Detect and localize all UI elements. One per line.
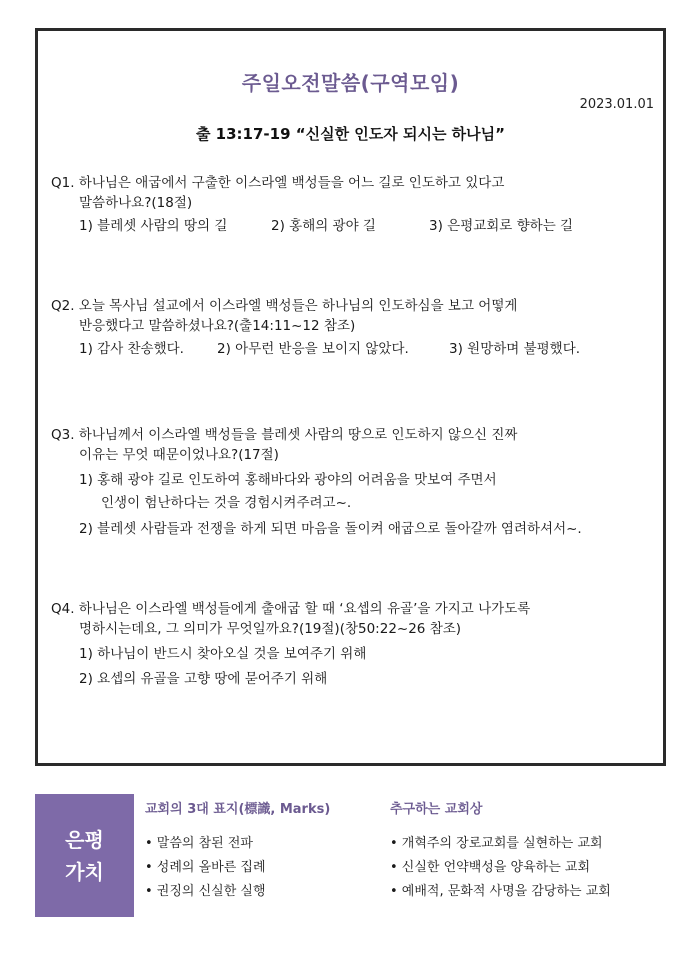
option: 1) 하나님이 반드시 찾아오실 것을 보여주기 위해 bbox=[79, 646, 367, 662]
question-4 bbox=[51, 599, 653, 689]
question-2 bbox=[51, 296, 653, 359]
date-label: 2023.01.01 bbox=[579, 97, 654, 112]
question-3 bbox=[51, 425, 653, 539]
marks-item: • 말씀의 참된 전파 bbox=[145, 836, 253, 851]
marks-heading: 교회의 3대 표지(標識, Marks) bbox=[145, 802, 331, 817]
question-text: 명하시는데요, 그 의미가 무엇일까요?(19절)(창50:22~26 참조) bbox=[79, 621, 462, 637]
option: 3) 은평교회로 향하는 길 bbox=[429, 218, 574, 234]
badge-line: 은평 bbox=[65, 827, 104, 852]
pursuit-item: • 개혁주의 장로교회를 실현하는 교회 bbox=[390, 836, 603, 851]
pursuit-column bbox=[390, 798, 611, 904]
option: 3) 원망하며 불평했다. bbox=[449, 341, 581, 357]
pursuit-item: • 예배적, 문화적 사명을 감당하는 교회 bbox=[390, 884, 611, 899]
marks-column bbox=[145, 798, 330, 904]
question-text: 반응했다고 말씀하셨나요?(출14:11~12 참조) bbox=[79, 318, 356, 334]
sermon-subtitle: 출 13:17-19 “신실한 인도자 되시는 하나님” bbox=[195, 125, 506, 143]
option: 1) 감사 찬송했다. bbox=[79, 341, 184, 357]
church-value-badge bbox=[35, 794, 134, 917]
option-continuation: 인생이 험난하다는 것을 경험시켜주려고~. bbox=[101, 495, 352, 511]
question-text: Q3. 하나님께서 이스라엘 백성들을 블레셋 사람의 땅으로 인도하지 않으신 진짜 bbox=[51, 427, 518, 443]
option: 1) 홍해 광야 길로 인도하여 홍해바다와 광야의 어려움을 맛보여 주면서 bbox=[79, 472, 497, 488]
option-row bbox=[51, 216, 653, 236]
marks-item: • 권징의 신실한 실행 bbox=[145, 884, 266, 899]
worksheet-frame bbox=[35, 28, 666, 766]
question-text: 이유는 무엇 때문이었나요?(17절) bbox=[79, 447, 279, 463]
badge-line: 가치 bbox=[65, 859, 104, 884]
marks-item: • 성례의 올바른 집례 bbox=[145, 860, 266, 875]
option: 2) 아무런 반응을 보이지 않았다. bbox=[217, 341, 409, 357]
question-1 bbox=[51, 173, 653, 236]
option: 1) 블레셋 사람의 땅의 길 bbox=[79, 218, 228, 234]
pursuit-item: • 신실한 언약백성을 양육하는 교회 bbox=[390, 860, 591, 875]
question-text: 말씀하나요?(18절) bbox=[79, 195, 193, 211]
question-text: Q2. 오늘 목사님 설교에서 이스라엘 백성들은 하나님의 인도하심을 보고 어떻게 bbox=[51, 298, 518, 314]
page-title: 주일오전말씀(구역모임) bbox=[241, 71, 460, 95]
option-row bbox=[51, 339, 653, 359]
pursuit-heading: 추구하는 교회상 bbox=[390, 802, 483, 817]
option: 2) 요셉의 유골을 고향 땅에 묻어주기 위해 bbox=[79, 671, 328, 687]
question-text: Q1. 하나님은 애굽에서 구출한 이스라엘 백성들을 어느 길로 인도하고 있다고 bbox=[51, 175, 505, 191]
option: 2) 홍해의 광야 길 bbox=[271, 218, 376, 234]
question-text: Q4. 하나님은 이스라엘 백성들에게 출애굽 할 때 ‘요셉의 유골’을 가지고 나가도록 bbox=[51, 601, 531, 617]
option: 2) 블레셋 사람들과 전쟁을 하게 되면 마음을 돌이켜 애굽으로 돌아갈까 염려하셔서~. bbox=[79, 521, 582, 537]
